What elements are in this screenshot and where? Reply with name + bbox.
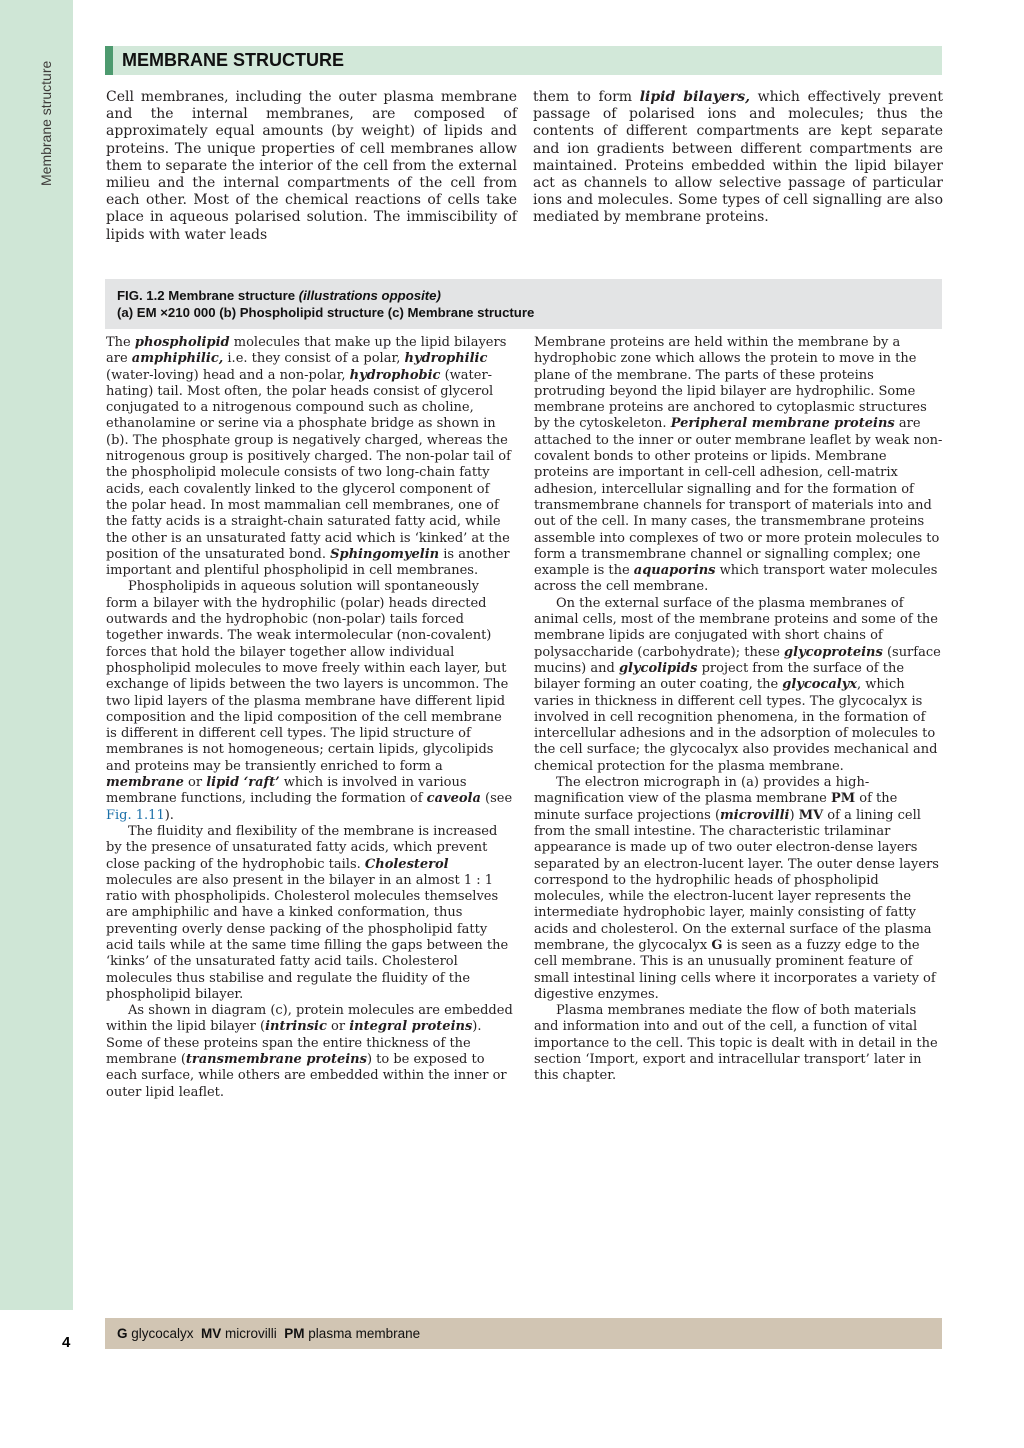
- section-label: Membrane structure: [38, 60, 54, 186]
- page-title: MEMBRANE STRUCTURE: [122, 50, 344, 70]
- figure-link[interactable]: Fig. 1.11: [106, 807, 165, 823]
- emphasis-term: Peripheral membrane proteins: [670, 416, 895, 432]
- emphasis-term: aquaporins: [633, 563, 716, 579]
- emphasis-term: Cholesterol: [364, 856, 449, 872]
- figure-caption-parts: (a) EM ×210 000 (b) Phospholipid structure (c) Membrane structure: [117, 305, 535, 320]
- intro-column-left: [106, 89, 517, 244]
- body-paragraph: The phospholipid molecules that make up the lipid bilayers are amphiphilic, i.e. they consist of a polar, hydrophilic (water-loving) head and a non-polar, hydrophobic (water-hating) tail. Most often, the polar heads consist of glycerol conjugated to a nitrogenous compound such as choline, ethanolamine or serine via a phosphate bridge as shown in (b). The phosphate group is negatively charged, whereas the nitrogenous group is positively charged. The non-polar tail of the phospholipid molecule consists of two long-chain fatty acids, each covalently linked to the glycerol component of the polar head. In most mammalian cell membranes, one of the fatty acids is a straight-chain saturated fatty acid, while the other is an unsaturated fatty acid which is ‘kinked’ at the position of the unsaturated bond. Sphingomyelin is another important and plentiful phospholipid in cell membranes.: [106, 335, 511, 579]
- emphasis-term: transmembrane proteins: [185, 1052, 367, 1068]
- intro-paragraph: them to form lipid bilayers, which effectively prevent passage of polarised ions and molecules; thus the contents of different compartments are kept separate and ion gradients between different compartments are maintained. Proteins embedded within the lipid bilayer act as channels to allow selective passage of particular ions and molecules. Some types of cell signalling are also mediated by membrane proteins.: [533, 89, 944, 226]
- emphasis-term: Sphingomyelin: [330, 546, 440, 562]
- emphasis-term: membrane: [106, 775, 184, 791]
- body-paragraph: The electron micrograph in (a) provides a high-magnification view of the plasma membrane PM of the minute surface projections (microvilli) MV of a lining cell from the small intestine. The characteristic trilaminar appearance is made up of two outer electron-dense layers separated by an electron-lucent layer. The outer dense layers correspond to the hydrophilic heads of phospholipid molecules, while the electron-lucent layer represents the intermediate hydrophobic layer, mainly consisting of fatty acids and cholesterol. On the external surface of the plasma membrane, the glycocalyx G is seen as a fuzzy edge to the cell membrane. This is an unusually prominent feature of small intestinal lining cells where it incorporates a variety of digestive enzymes.: [534, 775, 939, 1002]
- emphasis-term: amphiphilic,: [131, 351, 224, 367]
- intro-paragraph: Cell membranes, including the outer plasma membrane and the internal membranes, are composed of approximately equal amounts (by weight) of lipids and proteins. The unique properties of cell membranes allow them to separate the interior of the cell from the external milieu and the internal compartments of the cell from each other. Most of the chemical reactions of cells take place in aqueous polarised solution. The immiscibility of lipids with water leads: [106, 89, 517, 243]
- emphasis-term: integral proteins: [349, 1019, 473, 1035]
- body-paragraph: On the external surface of the plasma membranes of animal cells, most of the membrane proteins and some of the membrane lipids are conjugated with short chains of polysaccharide (carbohydrate); these glycoproteins (surface mucins) and glycolipids project from the surface of the bilayer forming an outer coating, the glycocalyx, which varies in thickness in different cell types. The glycocalyx is involved in cell recognition phenomena, in the formation of intercellular adhesions and in the adsorption of molecules to the cell surface; the glycocalyx also provides mechanical and chemical protection for the plasma membrane.: [534, 595, 941, 774]
- emphasis-term: lipid bilayers,: [639, 89, 750, 105]
- label-abbr: MV: [798, 807, 824, 823]
- legend-label: glycocalyx: [127, 1326, 202, 1341]
- figure-caption-title: FIG. 1.2 Membrane structure (illustrations opposite): [117, 288, 441, 303]
- emphasis-term: intrinsic: [265, 1019, 327, 1035]
- emphasis-term: microvilli: [720, 807, 790, 823]
- emphasis-term: hydrophobic: [349, 367, 441, 383]
- label-abbr: PM: [830, 791, 856, 807]
- body-paragraph: The fluidity and flexibility of the membrane is increased by the presence of unsaturated fatty acids, which prevent close packing of the hydrophobic tails. Cholesterol molecules are also present in the bilayer in an almost 1 : 1 ratio with phospholipids. Cholesterol molecules themselves are amphiphilic and have a kinked conformation, thus preventing overly dense packing of the phospholipid fatty acid tails while at the same time filling the gaps between the ‘kinks’ of the unsaturated fatty acid tails. Cholesterol molecules thus stabilise and regulate the fluidity of the phospholipid bilayer.: [106, 823, 509, 1002]
- intro-column-right: [533, 89, 943, 227]
- legend-abbr: PM: [284, 1326, 305, 1341]
- body-paragraph: Membrane proteins are held within the membrane by a hydrophobic zone which allows the protein to move in the plane of the membrane. The parts of these proteins protruding beyond the lipid bilayer are hydrophilic. Some membrane proteins are anchored to cytoplasmic structures by the cytoskeleton. Peripheral membrane proteins are attached to the inner or outer membrane leaflet by weak non-covalent bonds to other proteins or lipids. Membrane proteins are important in cell-cell adhesion, cell-matrix adhesion, intercellular signalling and for the formation of transmembrane channels for transport of materials into and out of the cell. In many cases, the transmembrane proteins assemble into complexes of two or more protein molecules to form a transmembrane channel or signalling complex; one example is the aquaporins which transport water molecules across the cell membrane.: [534, 335, 943, 595]
- page-number: 4: [62, 1334, 71, 1351]
- emphasis-term: glycocalyx: [782, 677, 858, 693]
- body-paragraph: Plasma membranes mediate the flow of both materials and information into and out of the cell, a function of vital importance to the cell. This topic is dealt with in detail in the section ‘Import, export and intracellular transport’ later in this chapter.: [534, 1003, 938, 1084]
- emphasis-term: glycolipids: [618, 660, 698, 676]
- emphasis-term: lipid ‘raft’: [206, 775, 280, 791]
- emphasis-term: caveola: [426, 791, 481, 807]
- body-column-right: [534, 335, 944, 1085]
- legend-label: plasma membrane: [304, 1326, 421, 1341]
- body-column-left: [106, 335, 514, 1101]
- legend-abbr: MV: [201, 1326, 222, 1341]
- title-accent: [105, 46, 113, 75]
- label-abbr: G: [711, 937, 723, 953]
- abbreviation-legend: [117, 1326, 420, 1341]
- emphasis-term: glycoproteins: [784, 644, 883, 660]
- legend-label: microvilli: [221, 1326, 285, 1341]
- legend-abbr: G: [117, 1326, 128, 1341]
- emphasis-term: hydrophilic: [404, 351, 488, 367]
- body-paragraph: As shown in diagram (c), protein molecules are embedded within the lipid bilayer (intrinsic or integral proteins). Some of these proteins span the entire thickness of the membrane (transmembrane proteins) to be exposed to each surface, while others are embedded within the inner or outer lipid leaflet.: [106, 1003, 513, 1100]
- sidebar: [0, 0, 73, 1310]
- body-paragraph: Phospholipids in aqueous solution will spontaneously form a bilayer with the hydrophilic (polar) heads directed outwards and the hydrophobic (non-polar) tails forced together inwards. The weak intermolecular (non-covalent) forces that hold the bilayer together allow individual phospholipid molecules to move freely within each layer, but exchange of lipids between the two layers is uncommon. The two lipid layers of the plasma membrane have different lipid composition and the lipid composition of the cell membrane is different in different cell types. The lipid structure of membranes is not homogeneous; certain lipids, glycolipids and proteins may be transiently enriched to form a membrane or lipid ‘raft’ which is involved in various membrane functions, including the formation of caveola (see Fig. 1.11).: [106, 579, 513, 823]
- figure-caption-box: [105, 279, 942, 329]
- emphasis-term: phospholipid: [134, 335, 230, 350]
